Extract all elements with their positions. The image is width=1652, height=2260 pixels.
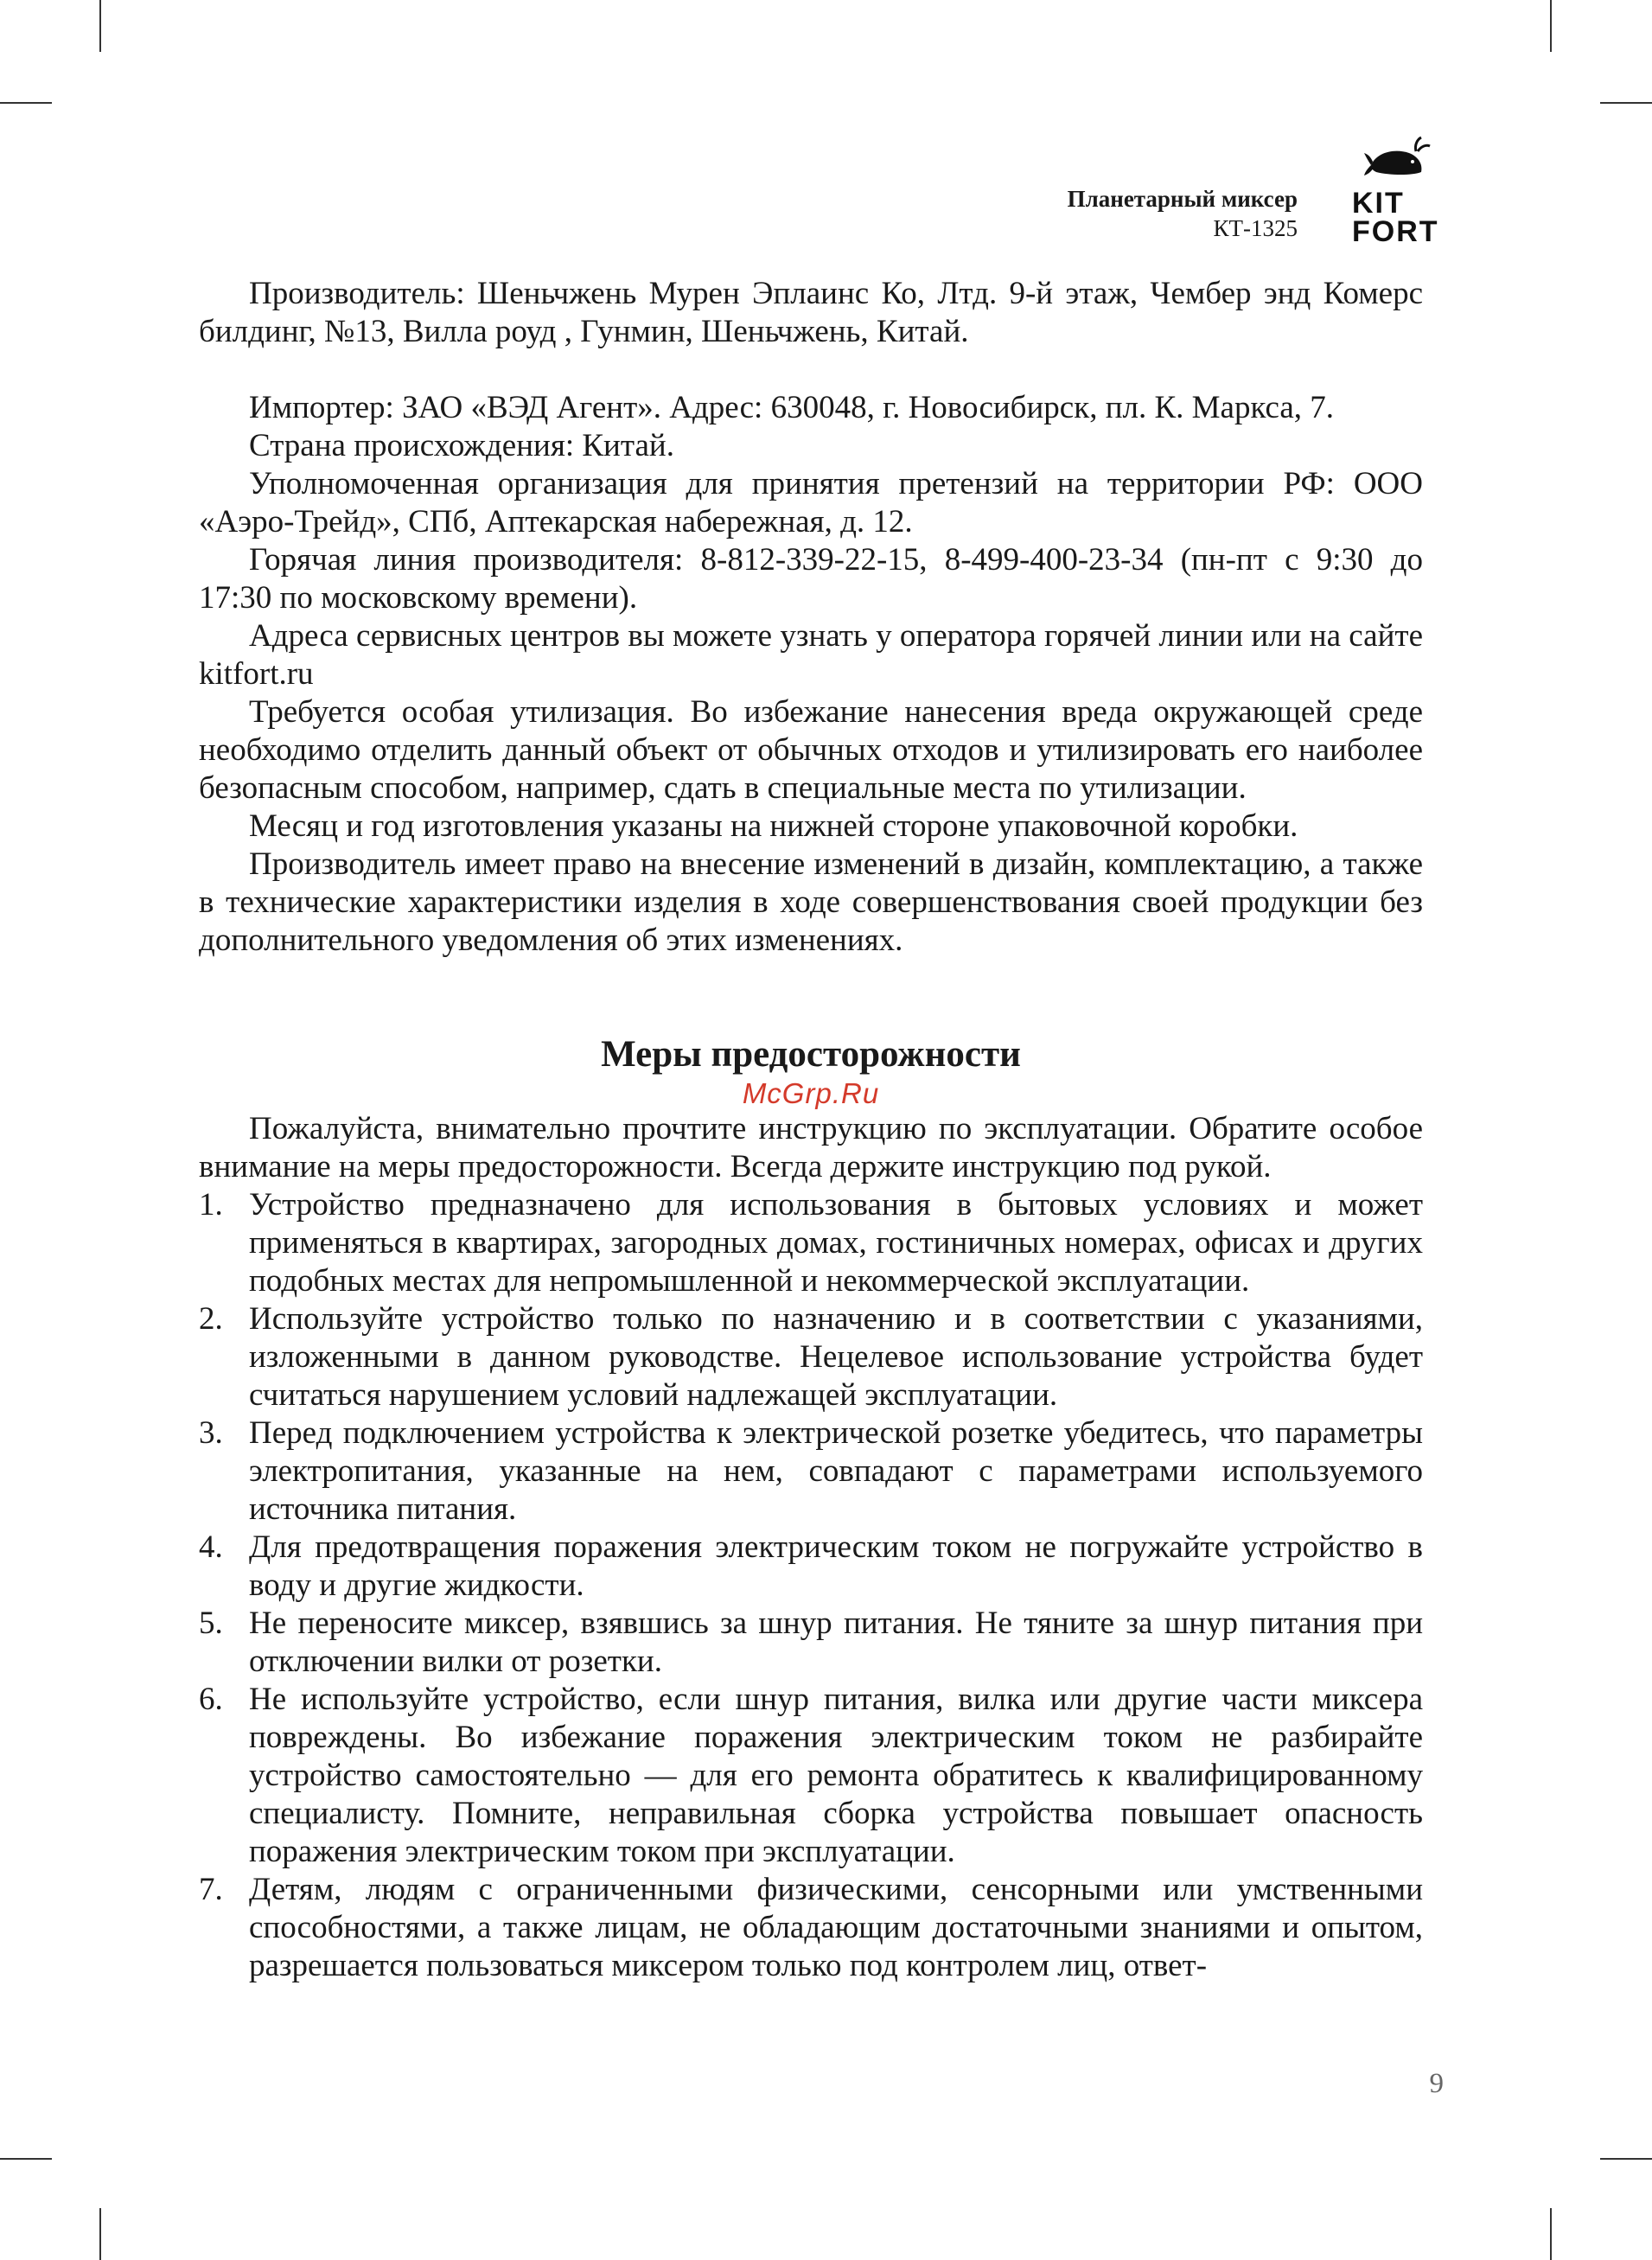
list-item xyxy=(199,1605,1423,1681)
list-item-text: Не используйте устройство, если шнур питания, вилка или другие части миксера повреждены. Во избежание поражения электрическим током не разбирайте устройство самостоятельно — для его ремонта обратитесь к квалифицированному специалисту. Помните, неправильная сборка устройства повышает опасность поражения электрическим током при эксплуатации. xyxy=(249,1682,1423,1869)
whale-icon xyxy=(1364,134,1433,186)
crop-mark-left-top xyxy=(0,102,52,104)
claims-organization-paragraph: Уполномоченная организация для принятия претензий на территории РФ: ООО «Аэро-Трейд», СПб, Аптекарская набережная, д. 12. xyxy=(199,466,1423,539)
list-item-number: 6. xyxy=(199,1682,223,1717)
list-item-text: Перед подключением устройства к электрической розетке убедитесь, что параметры электропитания, указанные на нем, совпадают с параметрами используемого источника питания. xyxy=(249,1415,1423,1527)
list-item-text: Детям, людям с ограниченными физическими, сенсорными или умственными способностями, а также лицам, не обладающим достаточными знаниями и опытом, разрешается пользоваться миксером только под контролем лиц, ответ- xyxy=(249,1872,1423,1983)
list-item xyxy=(199,1681,1423,1871)
crop-mark-right-bottom xyxy=(1600,2158,1652,2160)
section-title-precautions: Меры предосторожности xyxy=(601,1034,1021,1075)
list-item-number: 3. xyxy=(199,1415,223,1451)
importer-paragraph: Импортер: ЗАО «ВЭД Агент». Адрес: 630048, г. Новосибирск, пл. К. Маркса, 7. xyxy=(249,390,1335,425)
list-item-number: 5. xyxy=(199,1606,223,1641)
crop-mark-top-right xyxy=(1550,0,1552,52)
service-centers-paragraph: Адреса сервисных центров вы можете узнать у оператора горячей линии или на сайте kitfort.ru xyxy=(199,618,1423,692)
precautions-intro: Пожалуйста, внимательно прочтите инструкцию по эксплуатации. Обратите особое внимание на меры предосторожности. Всегда держите инструкцию под рукой. xyxy=(199,1111,1423,1184)
origin-paragraph: Страна происхождения: Китай. xyxy=(249,428,674,463)
list-item xyxy=(199,1300,1423,1414)
list-item-text: Для предотвращения поражения электрическим током не погружайте устройство в воду и другие жидкости. xyxy=(249,1529,1423,1603)
list-item xyxy=(199,1414,1423,1529)
list-item-text: Используйте устройство только по назначению и в соответствии с указаниями, изложенными в данном руководстве. Нецелевое использование устройства будет считаться нарушением условий надлежащей эксплуатации. xyxy=(249,1301,1423,1413)
list-item xyxy=(199,1529,1423,1605)
hotline-paragraph: Горячая линия производителя: 8-812-339-22-15, 8-499-400-23-34 (пн-пт с 9:30 до 17:30 по московскому времени). xyxy=(199,542,1423,616)
list-item-number: 4. xyxy=(199,1529,223,1565)
logo-text-line2: FORT xyxy=(1352,215,1439,248)
list-item xyxy=(199,1186,1423,1300)
list-item-number: 7. xyxy=(199,1872,223,1907)
crop-mark-bottom-right xyxy=(1550,2208,1552,2260)
kitfort-logo xyxy=(1349,134,1444,246)
logo-text-line1: KIT xyxy=(1352,187,1405,220)
crop-mark-top-left xyxy=(99,0,101,52)
watermark-text: McGrp.Ru xyxy=(742,1077,880,1109)
manufacturer-paragraph: Производитель: Шеньчжень Мурен Эплаинс Ко, Лтд. 9-й этаж, Чембер энд Комерс билдинг, №13, Вилла роуд , Гунмин, Шеньчжень, Китай. xyxy=(199,276,1423,349)
manufacture-date-paragraph: Месяц и год изготовления указаны на нижней стороне упаковочной коробки. xyxy=(249,808,1298,844)
precautions-list xyxy=(199,1186,1423,1985)
header-product-name: Планетарный миксер xyxy=(1067,186,1298,212)
page-number: 9 xyxy=(1429,2068,1444,2099)
crop-mark-left-bottom xyxy=(0,2158,52,2160)
crop-mark-right-top xyxy=(1600,102,1652,104)
list-item-number: 1. xyxy=(199,1187,223,1223)
crop-mark-bottom-left xyxy=(99,2208,101,2260)
list-item-text: Устройство предназначено для использования в бытовых условиях и может применяться в квартирах, загородных домах, гостиничных номерах, офисах и других подобных местах для непромышленной и некоммерческой эксплуатации. xyxy=(249,1187,1423,1299)
changes-notice-paragraph: Производитель имеет право на внесение изменений в дизайн, комплектацию, а также в технические характеристики изделия в ходе совершенствования своей продукции без дополнительного уведомления об этих изменениях. xyxy=(199,846,1423,958)
disposal-paragraph: Требуется особая утилизация. Во избежание нанесения вреда окружающей среде необходимо отделить данный объект от обычных отходов и утилизировать его наиболее безопасным способом, например, сдать в специальные места по утилизации. xyxy=(199,694,1423,806)
page-content xyxy=(199,275,1423,1985)
list-item xyxy=(199,1871,1423,1985)
header-model-number: КТ-1325 xyxy=(1213,215,1298,241)
list-item-number: 2. xyxy=(199,1301,223,1337)
list-item-text: Не переносите миксер, взявшись за шнур питания. Не тяните за шнур питания при отключении вилки от розетки. xyxy=(249,1606,1423,1679)
